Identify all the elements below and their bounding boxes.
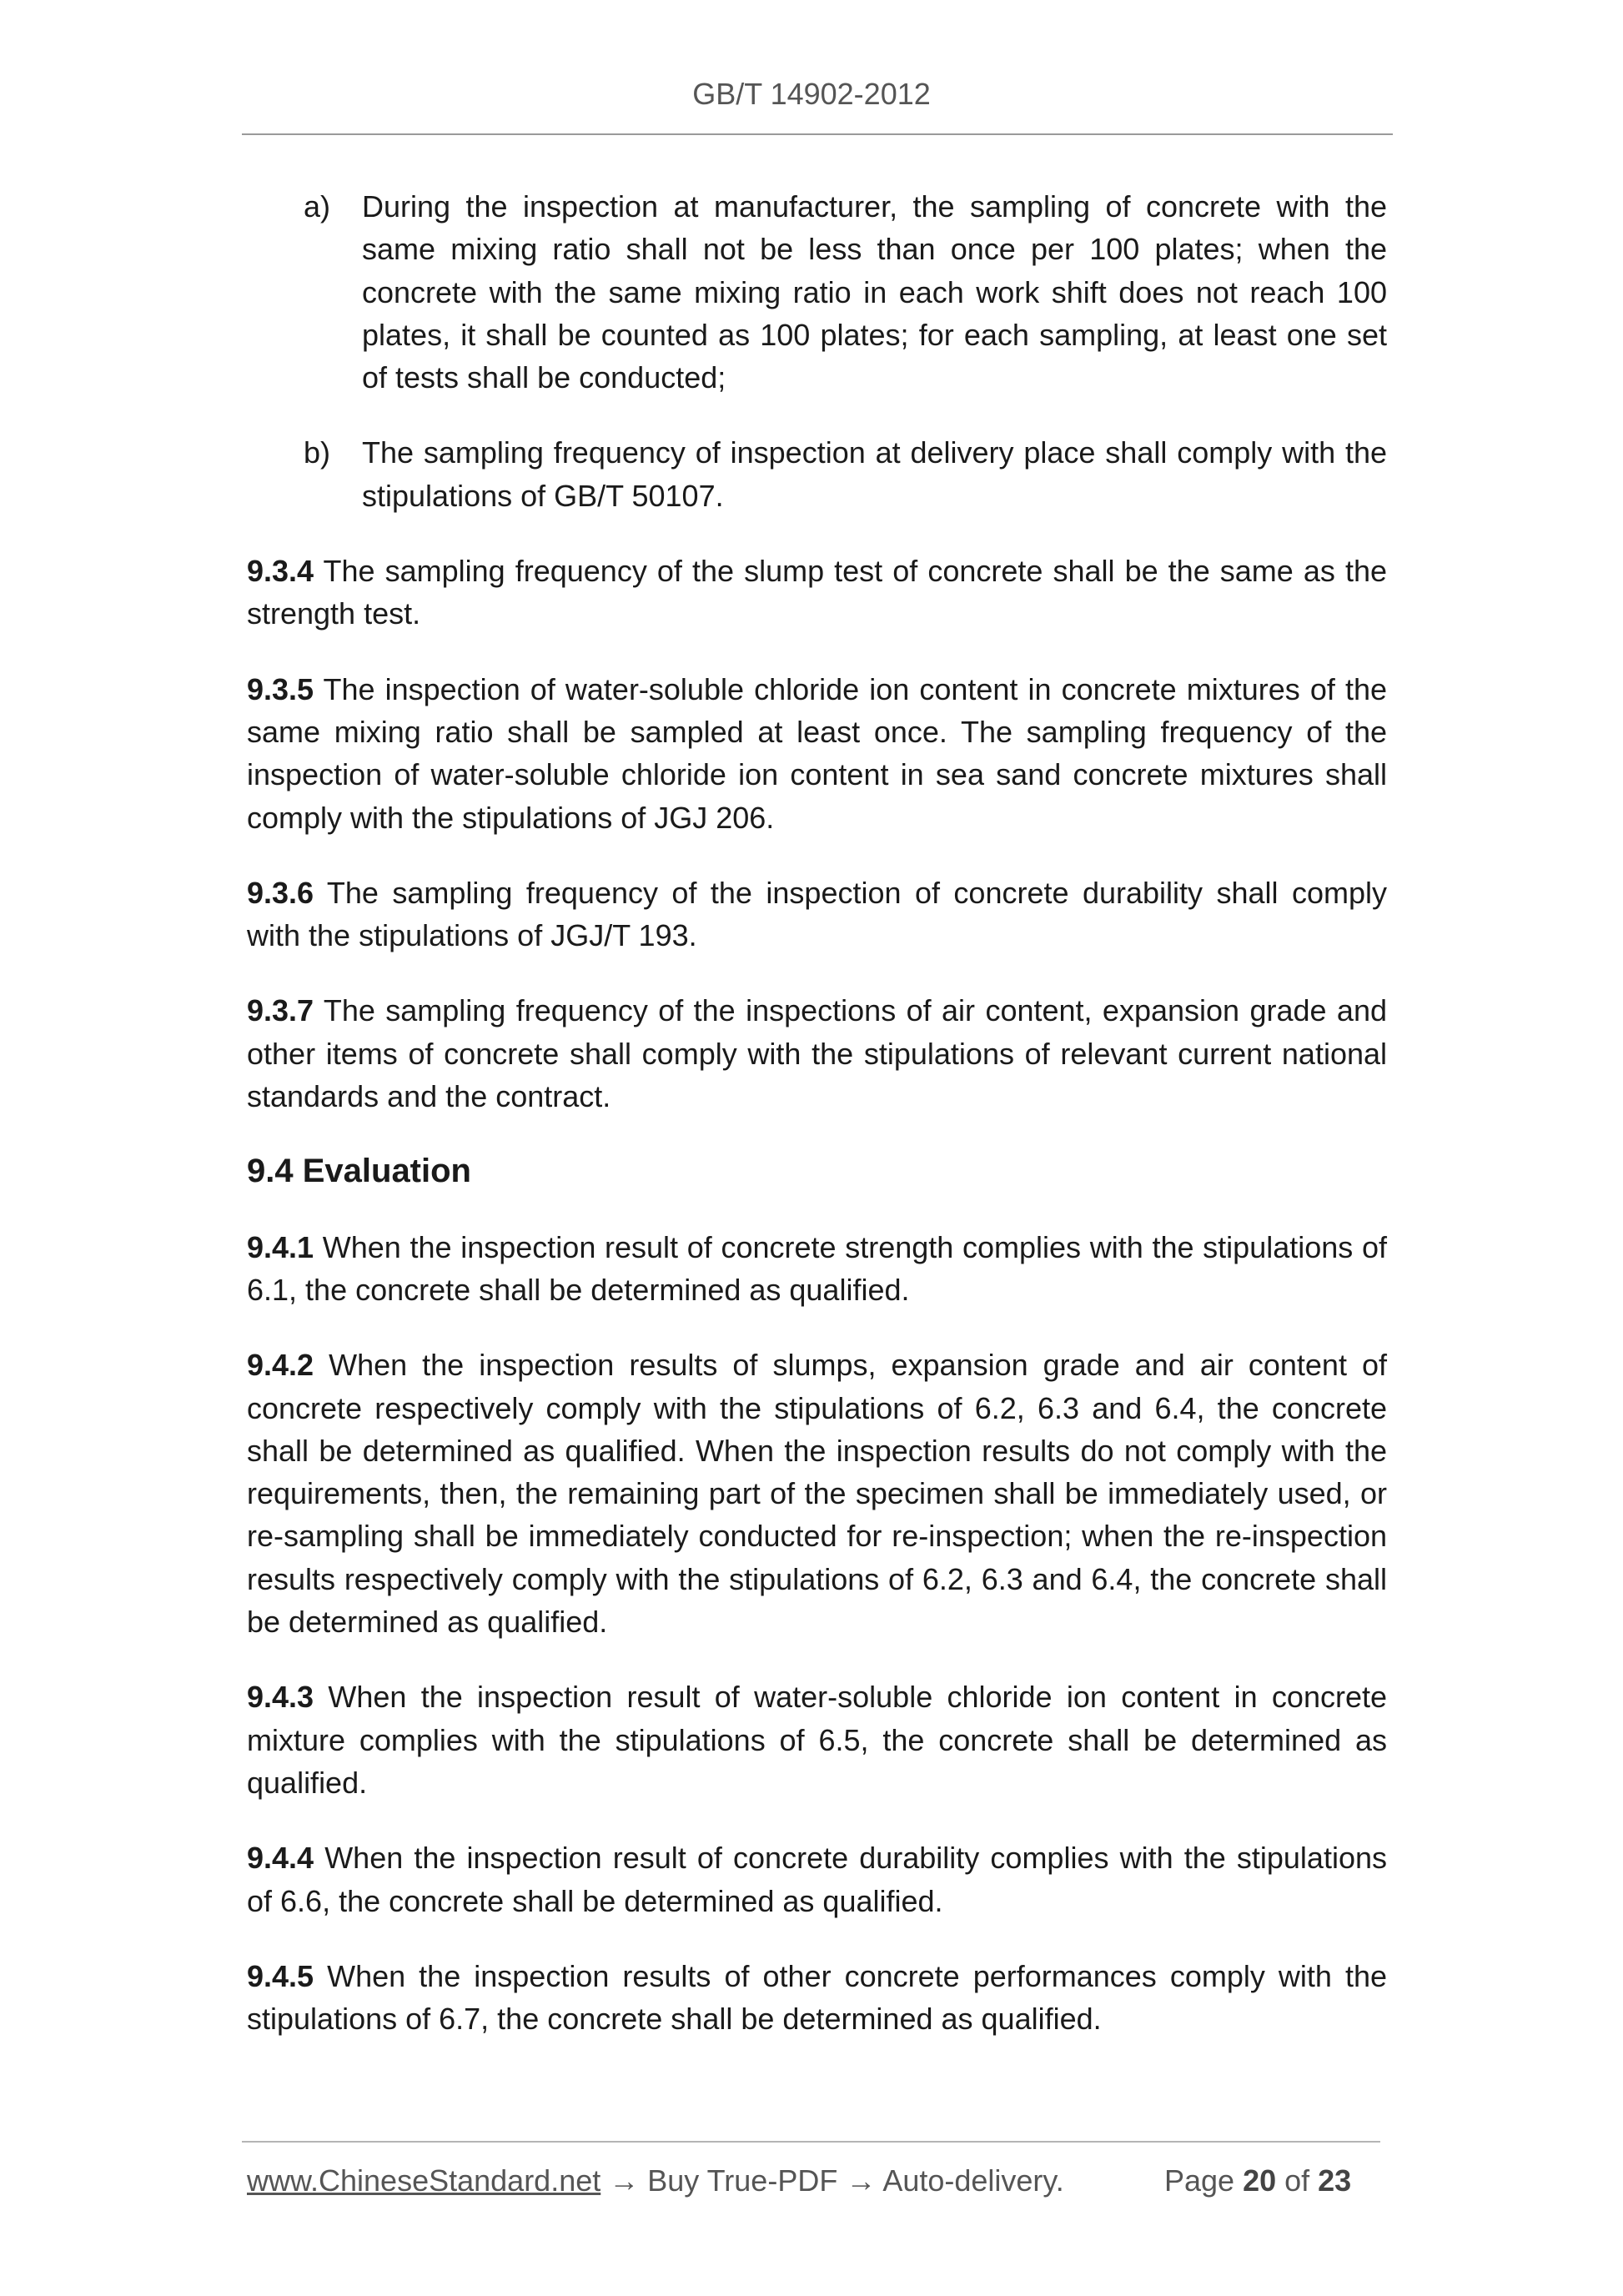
clause-text: The inspection of water-soluble chloride ion content in concrete mixtures of the same mixing ratio shall be sampled at least once. The sampling frequency of the inspection of water-soluble chloride ion content in sea sand concrete mixtures shall comply with the stipulations of JGJ 206. [247,671,1387,835]
clause-9-4-5 [247,1955,1387,2041]
clause-9-4-3 [247,1676,1387,1804]
clause-text: When the inspection results of slumps, expansion grade and air content of concrete respectively comply with the stipulations of 6.2, 6.3 and 6.4, the concrete shall be determined as qualified. When the inspection results do not comply with the requirements, then, the remaining part of the specimen shall be immediately used, or re-sampling shall be immediately conducted for re-inspection; when the re-inspection results respectively comply with the stipulations of 6.2, 6.3 and 6.4, the concrete shall be determined as qualified. [247,1348,1387,1640]
clause-text: The sampling frequency of the inspection of concrete durability shall comply with the stipulations of JGJ/T 193. [247,875,1387,953]
clause-text: When the inspection result of water-soluble chloride ion content in concrete mixture complies with the stipulations of 6.5, the concrete shall be determined as qualified. [247,1680,1387,1800]
running-header: GB/T 14902-2012 [692,77,931,111]
clause-9-4-2 [247,1344,1387,1643]
footer-divider [242,2141,1380,2143]
promo-text: → Buy True-PDF → Auto-delivery. [600,2163,1064,2198]
clause-9-3-7 [247,989,1387,1118]
header-divider [242,133,1393,135]
clause-9-3-4 [247,550,1387,636]
clause-number: 9.4.3 [247,1680,314,1715]
clause-9-4-1 [247,1226,1387,1312]
list-text: The sampling frequency of inspection at delivery place shall comply with the stipulations of GB/T 50107. [362,435,1387,513]
clause-9-4-4 [247,1836,1387,1922]
clause-number: 9.3.4 [247,554,314,589]
clause-9-3-6 [247,872,1387,957]
list-item-b [247,431,1387,517]
list-item-a [247,185,1387,399]
clause-number: 9.4.4 [247,1841,314,1876]
list-marker: a) [304,189,331,224]
clause-number: 9.3.6 [247,875,314,910]
clause-number: 9.4.5 [247,1958,314,1993]
website-link[interactable]: www.ChineseStandard.net [247,2163,601,2198]
list-text: During the inspection at manufacturer, the sampling of concrete with the same mixing ratio shall not be less than once per 100 plates; when the concrete with the same mixing ratio in each work shift does not reach 100 plates, it shall be counted as 100 plates; for each sampling, at least one set of tests shall be conducted; [362,189,1387,395]
clause-number: 9.3.7 [247,993,314,1028]
clause-text: When the inspection result of concrete durability complies with the stipulations of 6.6, the concrete shall be determined as qualified. [247,1841,1387,1918]
clause-number: 9.4.1 [247,1229,314,1264]
list-marker: b) [304,435,331,470]
clause-number: 9.3.5 [247,671,314,706]
clause-text: When the inspection results of other concrete performances comply with the stipulations of 6.7, the concrete shall be determined as qualified. [247,1958,1387,2037]
page-number [1164,2163,1351,2198]
clause-9-3-5 [247,668,1387,839]
clause-number: 9.4.2 [247,1348,314,1383]
page-current: 20 [1243,2163,1277,2198]
document-body [247,185,1387,2072]
clause-text: The sampling frequency of the slump test of concrete shall be the same as the strength test. [247,554,1387,631]
page-of: of [1276,2163,1319,2198]
section-heading: 9.4 Evaluation [247,1153,471,1190]
clause-text: The sampling frequency of the inspections of air content, expansion grade and other items of concrete shall comply with the stipulations of relevant current national standards and the contract. [247,993,1387,1114]
page-label: Page [1164,2163,1244,2198]
clause-text: When the inspection result of concrete strength complies with the stipulations of 6.1, the concrete shall be determined as qualified. [247,1229,1387,1307]
page-footer [247,2163,1381,2198]
page-total: 23 [1318,2163,1352,2198]
